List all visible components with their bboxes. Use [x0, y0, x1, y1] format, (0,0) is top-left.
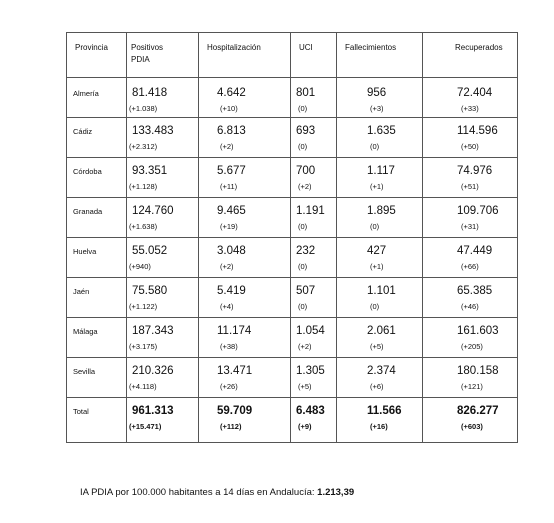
cell-recuperados-change: (+50) [461, 142, 479, 151]
cell-fallecimientos [337, 118, 423, 158]
cell-positivos-value: 55.052 [132, 245, 168, 257]
cell-positivos-value: 961.313 [132, 405, 174, 417]
header-uci [291, 33, 337, 78]
cell-recuperados-value: 826.277 [457, 405, 499, 417]
cell-fallecimientos-change: (+16) [370, 422, 388, 431]
cell-fallecimientos-change: (+1) [370, 182, 384, 191]
cell-fallecimientos-value: 427 [367, 245, 387, 257]
cell-uci-change: (0) [298, 222, 308, 231]
cell-recuperados-change: (+121) [461, 382, 483, 391]
cell-fallecimientos-value: 2.374 [367, 365, 396, 377]
cell-positivos [127, 118, 199, 158]
cell-hospitalizacion [199, 278, 291, 318]
cell-hospitalizacion-value: 4.642 [217, 87, 246, 99]
cell-positivos [127, 398, 199, 443]
cell-positivos-value: 75.580 [132, 285, 168, 297]
cell-uci-value: 700 [296, 165, 316, 177]
cell-hospitalizacion-value: 3.048 [217, 245, 246, 257]
cell-uci-change: (0) [298, 142, 308, 151]
cell-positivos-change: (+2.312) [129, 142, 158, 151]
cell-hospitalizacion [199, 398, 291, 443]
cell-positivos-change: (+1.122) [129, 302, 158, 311]
footnote-value: 1.213,39 [317, 487, 355, 498]
cell-positivos [127, 198, 199, 238]
cell-hospitalizacion-value: 9.465 [217, 205, 246, 217]
cell-recuperados [423, 358, 518, 398]
header-recuperados-label: Recuperados [455, 43, 503, 52]
cell-recuperados-value: 65.385 [457, 285, 493, 297]
header-positivos-line2: PDIA [131, 55, 150, 64]
cell-uci-value: 1.305 [296, 365, 325, 377]
cell-positivos [127, 358, 199, 398]
cell-uci-change: (0) [298, 262, 308, 271]
cell-fallecimientos [337, 398, 423, 443]
cell-provincia: Almería [67, 78, 127, 118]
cell-uci-change: (0) [298, 104, 308, 113]
header-hospitalizacion-label: Hospitalización [207, 43, 261, 52]
cell-recuperados-change: (+66) [461, 262, 479, 271]
header-hospitalizacion [199, 33, 291, 78]
header-positivos [127, 33, 199, 78]
table-row [67, 238, 518, 278]
cell-positivos-change: (+4.118) [129, 382, 157, 391]
cell-recuperados [423, 78, 518, 118]
cell-hospitalizacion-value: 5.677 [217, 165, 246, 177]
header-provincia-label: Provincia [75, 43, 108, 52]
cell-hospitalizacion [199, 238, 291, 278]
cell-positivos-change: (+940) [129, 262, 151, 271]
cell-positivos-value: 93.351 [132, 165, 168, 177]
header-fallecimientos-label: Fallecimientos [345, 43, 397, 52]
cell-fallecimientos-value: 1.117 [367, 165, 395, 177]
cell-provincia: Sevilla [67, 358, 127, 398]
cell-hospitalizacion [199, 198, 291, 238]
cell-hospitalizacion [199, 358, 291, 398]
cell-provincia: Total [67, 398, 127, 443]
cell-uci [291, 318, 337, 358]
cell-hospitalizacion-change: (+11) [220, 182, 238, 191]
cell-recuperados-change: (+51) [461, 182, 479, 191]
cell-fallecimientos [337, 318, 423, 358]
cell-positivos-value: 81.418 [132, 87, 168, 99]
cell-uci-change: (+2) [298, 342, 312, 351]
cell-positivos-change: (+3.175) [129, 342, 158, 351]
cell-recuperados-change: (+603) [461, 422, 483, 431]
cell-hospitalizacion [199, 158, 291, 198]
cell-hospitalizacion-change: (+112) [220, 422, 242, 431]
cell-recuperados-value: 161.603 [457, 325, 499, 337]
cell-fallecimientos-change: (0) [370, 222, 380, 231]
cell-fallecimientos-value: 2.061 [367, 325, 396, 337]
cell-fallecimientos [337, 358, 423, 398]
cell-uci [291, 278, 337, 318]
table-body [67, 78, 518, 443]
cell-uci-change: (0) [298, 302, 308, 311]
cell-uci [291, 118, 337, 158]
cell-hospitalizacion [199, 318, 291, 358]
table-row [67, 118, 518, 158]
cell-recuperados-change: (+205) [461, 342, 483, 351]
cell-positivos-value: 133.483 [132, 125, 174, 137]
cell-fallecimientos-change: (+1) [370, 262, 384, 271]
cell-recuperados-value: 114.596 [457, 125, 498, 137]
cell-uci [291, 398, 337, 443]
header-provincia [67, 33, 127, 78]
cell-hospitalizacion-change: (+38) [220, 342, 238, 351]
cell-fallecimientos-value: 1.635 [367, 125, 396, 137]
cell-recuperados-change: (+46) [461, 302, 479, 311]
cell-positivos [127, 238, 199, 278]
cell-positivos [127, 78, 199, 118]
cell-recuperados-value: 47.449 [457, 245, 493, 257]
table-row [67, 198, 518, 238]
cell-uci-value: 1.191 [296, 205, 325, 217]
cell-recuperados [423, 318, 518, 358]
cell-provincia: Huelva [67, 238, 127, 278]
cell-recuperados-value: 109.706 [457, 205, 499, 217]
cell-positivos [127, 158, 199, 198]
table-total-row [67, 398, 518, 443]
cell-hospitalizacion-value: 6.813 [217, 125, 246, 137]
cell-hospitalizacion-value: 59.709 [217, 405, 253, 417]
cell-hospitalizacion-change: (+26) [220, 382, 238, 391]
cell-fallecimientos [337, 238, 423, 278]
cell-positivos-value: 187.343 [132, 325, 174, 337]
cell-uci [291, 198, 337, 238]
cell-recuperados [423, 238, 518, 278]
cell-fallecimientos-change: (+3) [370, 104, 384, 113]
table-row [67, 278, 518, 318]
cell-hospitalizacion-change: (+19) [220, 222, 238, 231]
header-recuperados [423, 33, 518, 78]
cell-hospitalizacion-value: 5.419 [217, 285, 246, 297]
cell-provincia: Málaga [67, 318, 127, 358]
cell-recuperados [423, 398, 518, 443]
cell-hospitalizacion-change: (+4) [220, 302, 234, 311]
cell-recuperados-value: 180.158 [457, 365, 499, 377]
cell-fallecimientos-value: 1.101 [367, 285, 396, 297]
cell-fallecimientos [337, 78, 423, 118]
cell-fallecimientos-value: 11.566 [367, 405, 402, 417]
cell-positivos-change: (+1.638) [129, 222, 158, 231]
cell-uci-change: (+2) [298, 182, 312, 191]
cell-hospitalizacion-value: 13.471 [217, 365, 253, 377]
cell-recuperados [423, 278, 518, 318]
cell-positivos [127, 278, 199, 318]
cell-provincia: Cádiz [67, 118, 127, 158]
cell-hospitalizacion-change: (+2) [220, 262, 234, 271]
table-row [67, 358, 518, 398]
cell-hospitalizacion-value: 11.174 [217, 325, 252, 337]
cell-recuperados-change: (+33) [461, 104, 479, 113]
cell-uci-value: 693 [296, 125, 316, 137]
cell-recuperados-change: (+31) [461, 222, 479, 231]
cell-hospitalizacion [199, 78, 291, 118]
header-uci-label: UCI [299, 43, 313, 52]
cell-positivos-value: 124.760 [132, 205, 174, 217]
footnote [80, 487, 354, 498]
cell-positivos-change: (+15.471) [129, 422, 162, 431]
cell-uci-value: 232 [296, 245, 316, 257]
cell-uci-value: 6.483 [296, 405, 325, 417]
cell-fallecimientos [337, 198, 423, 238]
cell-fallecimientos-change: (+6) [370, 382, 384, 391]
cell-fallecimientos-change: (0) [370, 302, 380, 311]
cell-uci [291, 158, 337, 198]
cell-fallecimientos-value: 1.895 [367, 205, 396, 217]
cell-uci [291, 238, 337, 278]
cell-fallecimientos [337, 158, 423, 198]
table-row [67, 78, 518, 118]
cell-recuperados [423, 118, 518, 158]
cell-provincia: Granada [67, 198, 127, 238]
cell-fallecimientos [337, 278, 423, 318]
header-positivos-line1: Positivos [131, 43, 164, 52]
table-row [67, 158, 518, 198]
cell-positivos [127, 318, 199, 358]
cell-hospitalizacion [199, 118, 291, 158]
cell-provincia: Córdoba [67, 158, 127, 198]
cell-positivos-change: (+1.128) [129, 182, 158, 191]
cell-uci-change: (+5) [298, 382, 312, 391]
covid-data-table [66, 32, 518, 443]
footnote-text: IA PDIA por 100.000 habitantes a 14 días en Andalucía: [80, 487, 318, 498]
cell-recuperados [423, 198, 518, 238]
cell-hospitalizacion-change: (+2) [220, 142, 234, 151]
table-header-row [67, 33, 518, 78]
cell-uci-value: 1.054 [296, 325, 325, 337]
cell-hospitalizacion-change: (+10) [220, 104, 238, 113]
cell-uci [291, 78, 337, 118]
cell-recuperados [423, 158, 518, 198]
cell-uci [291, 358, 337, 398]
cell-uci-change: (+9) [298, 422, 312, 431]
cell-fallecimientos-change: (0) [370, 142, 380, 151]
cell-recuperados-value: 74.976 [457, 165, 493, 177]
cell-positivos-change: (+1.038) [129, 104, 158, 113]
cell-fallecimientos-change: (+5) [370, 342, 384, 351]
cell-fallecimientos-value: 956 [367, 87, 387, 99]
cell-uci-value: 507 [296, 285, 316, 297]
cell-provincia: Jaén [67, 278, 127, 318]
cell-uci-value: 801 [296, 87, 316, 99]
cell-recuperados-value: 72.404 [457, 87, 493, 99]
cell-positivos-value: 210.326 [132, 365, 174, 377]
table-row [67, 318, 518, 358]
header-fallecimientos [337, 33, 423, 78]
